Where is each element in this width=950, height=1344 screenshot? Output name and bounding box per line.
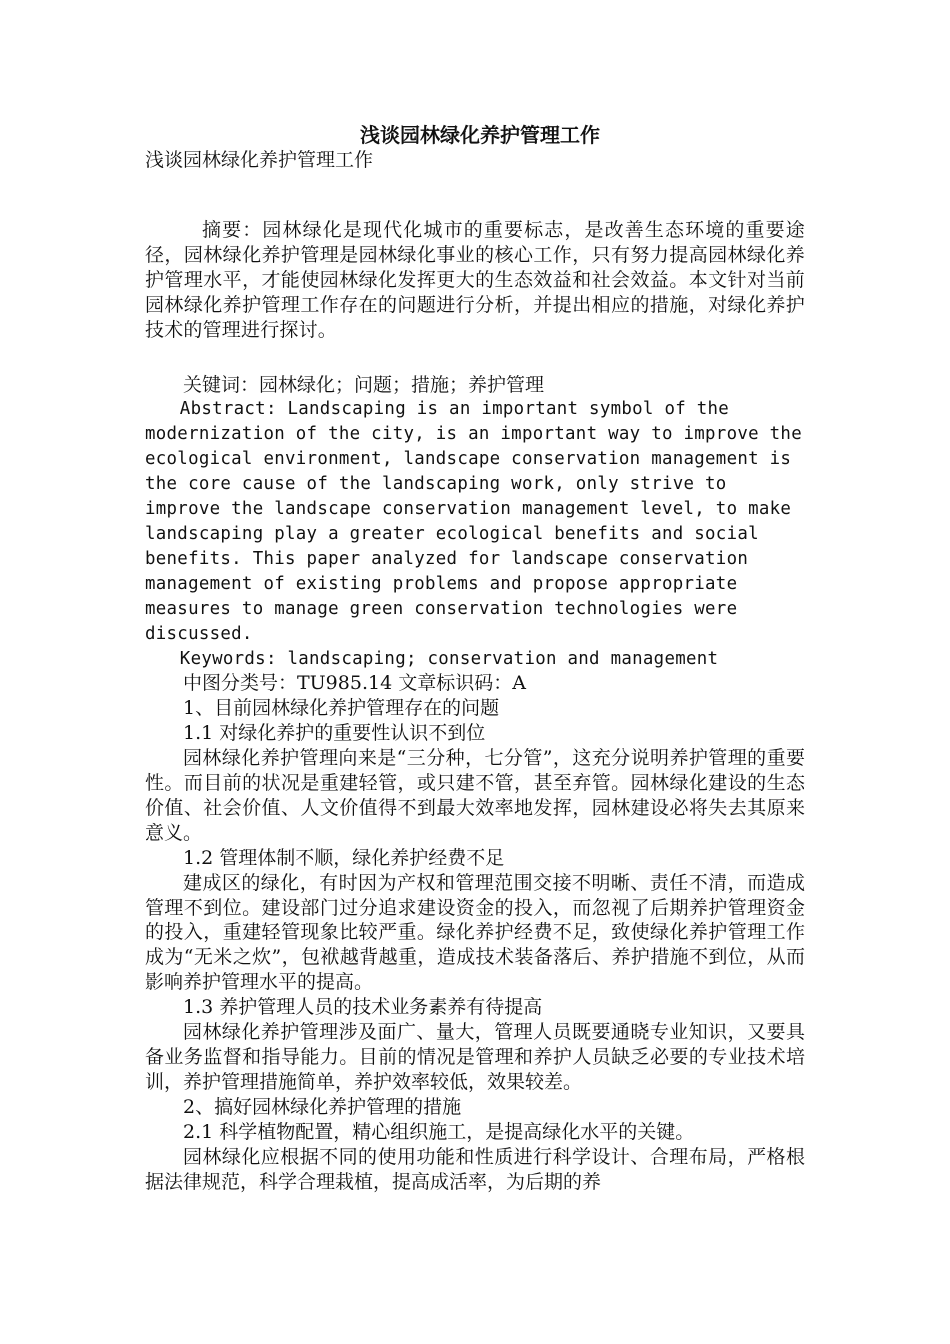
keywords-cn: 关键词：园林绿化；问题；措施；养护管理 [183, 373, 545, 396]
section-body: 园林绿化应根据不同的使用功能和性质进行科学设计、合理布局，严格根据法律规范，科学合理栽植，提高成活率，为后期的养 [145, 1145, 805, 1193]
section-heading: 1.2 管理体制不顺，绿化养护经费不足 [183, 846, 505, 869]
spacer [145, 174, 805, 218]
spacer [145, 343, 805, 373]
document-subtitle: 浅谈园林绿化养护管理工作 [145, 149, 374, 171]
section-heading: 2.1 科学植物配置，精心组织施工，是提高绿化水平的关键。 [183, 1120, 695, 1143]
section-body: 园林绿化养护管理向来是“三分种，七分管”，这充分说明养护管理的重要性。而目前的状况是重建轻管，或只建不管，甚至弃管。园林绿化建设的生态价值、社会价值、人文价值得不到最大效率地发挥，园林建设必将失去其原来意义。 [145, 747, 805, 844]
section-heading: 1、目前园林绿化养护管理存在的问题 [183, 697, 500, 720]
section-body: 园林绿化养护管理涉及面广、量大，管理人员既要通晓专业知识，又要具备业务监督和指导能力。目前的情况是管理和养护人员缺乏必要的专业技术培训，养护管理措施简单，养护效率较低，效果较差。 [145, 1021, 805, 1093]
section-heading: 2、搞好园林绿化养护管理的措施 [183, 1095, 462, 1118]
abstract-en: Abstract: Landscaping is an important symbol of the modernization of the city, is an important way to improve the ecological environment, landscape conservation management is the core cause of the landscaping work, only strive to improve the landscape conservation management level, to make landscaping play a greater ecological benefits and social benefits. This paper analyzed for landscape conservation management of existing problems and propose appropriate measures to manage green conservation technologies were discussed. [145, 399, 802, 644]
section-heading: 1.1 对绿化养护的重要性认识不到位 [183, 722, 486, 745]
document-title: 浅谈园林绿化养护管理工作 [360, 123, 600, 147]
keywords-en: Keywords: landscaping; conservation and management [179, 648, 719, 669]
section-body: 建成区的绿化，有时因为产权和管理范围交接不明晰、责任不清，而造成管理不到位。建设部门过分追求建设资金的投入，而忽视了后期养护管理资金的投入，重建轻管现象比较严重。绿化养护经费不足，致使绿化养护管理工作成为“无米之炊”，包袱越背越重，造成技术装备落后、养护措施不到位，从而影响养护管理水平的提高。 [145, 871, 805, 994]
classification: 中图分类号：TU985.14 文章标识码：A [183, 672, 526, 695]
document-page [145, 122, 805, 1194]
abstract-cn: 摘要：园林绿化是现代化城市的重要标志，是改善生态环境的重要途径，园林绿化养护管理是园林绿化事业的核心工作，只有努力提高园林绿化养护管理水平，才能使园林绿化发挥更大的生态效益和社会效益。本文针对当前园林绿化养护管理工作存在的问题进行分析，并提出相应的措施，对绿化养护技术的管理进行探讨。 [145, 219, 805, 341]
section-heading: 1.3 养护管理人员的技术业务素养有待提高 [183, 996, 543, 1019]
